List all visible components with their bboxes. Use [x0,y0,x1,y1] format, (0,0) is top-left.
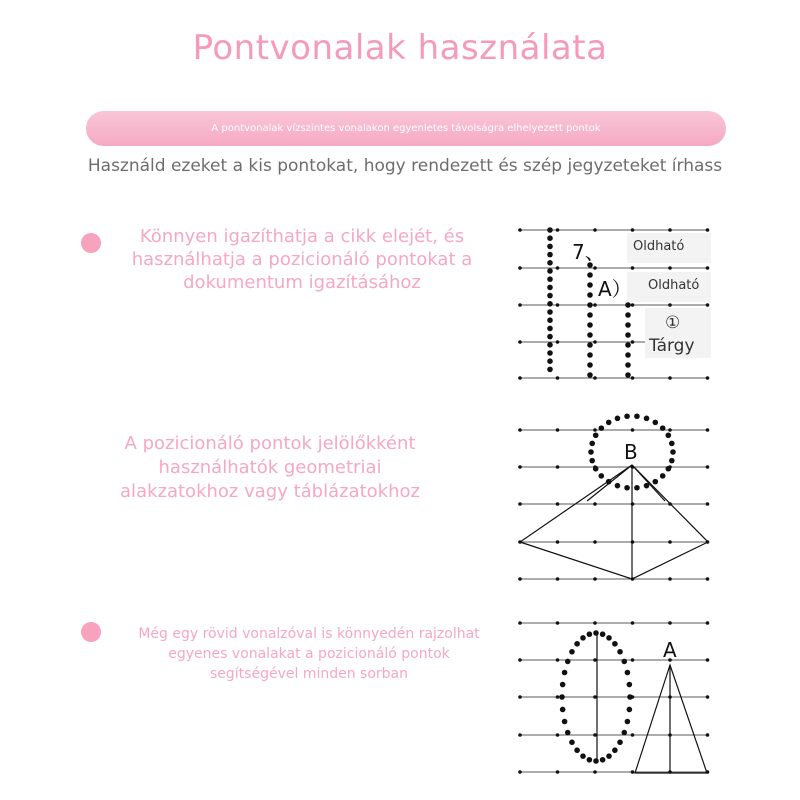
letter-label: A） [598,277,632,301]
section-1-bullet [81,233,101,253]
intro-text: Használd ezeket a kis pontokat, hogy rendezett és szép jegyzeteket írhass [87,156,723,176]
point-label-a: A [663,638,677,662]
point-label-b: B [624,440,638,464]
geometry-diagram [515,405,715,595]
section-2-line: használhatók geometriai [158,457,382,478]
side-label-1: Oldható [633,239,685,254]
ruler-diagram [515,615,715,785]
section-2-line: alakzatokhoz vagy táblázatokhoz [120,481,420,502]
section-1-text [102,225,502,294]
section-3-bullet [81,622,101,642]
alignment-diagram [515,225,715,385]
page-title: Pontvonalak használata [192,28,608,68]
section-2-text [100,432,440,504]
circled-number-label: ① [665,313,681,333]
section-3-line: egyenes vonalakat a pozicionáló pontok [168,646,450,662]
subtitle-banner: A pontvonalak vízszintes vonalakon egyenletes távolságra elhelyezett pontok [86,111,726,146]
section-1-line: Könnyen igazíthatja a cikk elejét, és [139,226,465,247]
item-label: Tárgy [649,336,695,356]
section-1-line: használhatja a pozicionáló pontokat a [131,249,473,270]
dot-grid [518,428,709,581]
side-label-2: Oldható [648,278,700,293]
section-1-line: dokumentum igazításához [183,272,421,293]
section-2-line: A pozicionáló pontok jelölőkként [124,433,416,454]
section-3-line: segítségével minden sorban [210,666,408,682]
pyramid-shape [520,465,708,579]
section-3-line: Még egy rövid vonalzóval is könnyedén rajzolhat [138,626,480,642]
section-3-text [104,624,514,684]
triangle-shape [635,665,707,773]
number-label: 7、 [572,240,605,264]
